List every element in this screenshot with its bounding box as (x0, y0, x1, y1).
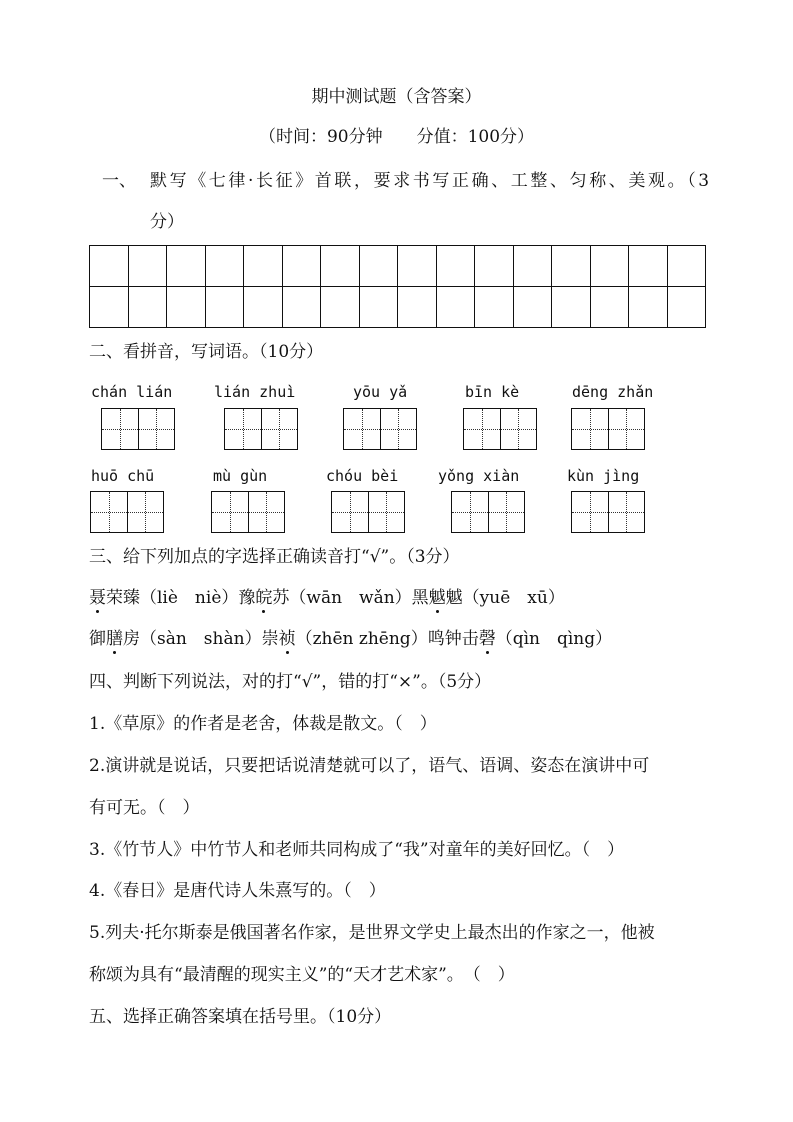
tianzi-cell[interactable] (380, 409, 417, 449)
tianzi-cell[interactable] (608, 409, 645, 449)
dotted-character: 祯 (278, 629, 296, 649)
grid-cell[interactable] (629, 246, 668, 287)
judgment-item: 称颂为具有“最清醒的现实主义”的“天才艺术家”。 （ ） (89, 965, 515, 985)
tianzi-cell[interactable] (488, 492, 525, 532)
tianzi-box[interactable] (90, 491, 164, 533)
section3-heading: 三、给下列加点的字选择正确读音打“√”。（3分） (89, 547, 460, 567)
grid-cell[interactable] (321, 246, 360, 287)
dotted-character: 魆 (428, 588, 446, 608)
tianzi-box[interactable] (463, 408, 537, 450)
tianzi-cell[interactable] (91, 492, 127, 532)
grid-cell[interactable] (282, 246, 321, 287)
tianzi-cell[interactable] (464, 409, 500, 449)
pinyin-choices[interactable]: 荣臻（liè niè） (106, 588, 239, 608)
section3-line2 (89, 629, 612, 649)
judgment-item: 5.列夫·托尔斯泰是俄国著名作家，是世界文学史上最杰出的作家之一，他被 (89, 923, 655, 943)
grid-cell[interactable] (475, 287, 514, 328)
judgment-item: 2.演讲就是说话，只要把话说清楚就可以了，语气、语调、姿态在演讲中可 (89, 756, 650, 776)
subtitle: （时间：90分钟 分值：100分） (258, 127, 535, 147)
tianzi-cell[interactable] (248, 492, 285, 532)
grid-cell[interactable] (359, 287, 398, 328)
pinyin-choices[interactable]: （qìn qìng） (495, 629, 613, 649)
tianzi-cell[interactable] (212, 492, 248, 532)
grid-cell[interactable] (667, 246, 706, 287)
word-prefix: 崇 (261, 629, 279, 649)
grid-cell[interactable] (398, 287, 437, 328)
grid-cell[interactable] (436, 246, 475, 287)
grid-cell[interactable] (552, 246, 591, 287)
grid-cell[interactable] (629, 287, 668, 328)
pinyin-label: kùn jìng (567, 467, 640, 485)
pinyin-label: chán lián (91, 383, 173, 401)
grid-cell[interactable] (128, 246, 167, 287)
section1-text: 默写《七律·长征》首联，要求书写正确、工整、匀称、美观。（3 (150, 171, 712, 191)
grid-cell[interactable] (244, 287, 283, 328)
grid-cell[interactable] (513, 246, 552, 287)
dotted-character: 聂 (89, 588, 106, 608)
tianzi-cell[interactable] (572, 492, 608, 532)
writing-grid[interactable] (89, 245, 706, 328)
pinyin-label: yǒng xiàn (438, 467, 520, 485)
grid-cell[interactable] (282, 287, 321, 328)
tianzi-cell[interactable] (572, 409, 608, 449)
tianzi-box[interactable] (571, 408, 645, 450)
section2-heading: 二、看拼音，写词语。（10分） (89, 342, 324, 362)
tianzi-cell[interactable] (608, 492, 645, 532)
tianzi-box[interactable] (571, 491, 645, 533)
word-prefix: 御 (89, 629, 106, 649)
section1-number: 一、 (102, 171, 136, 191)
pinyin-choices[interactable]: （zhēn zhēng） (295, 629, 428, 649)
dotted-character: 膳 (106, 629, 123, 649)
word-prefix: 黑 (411, 588, 429, 608)
pinyin-label: chóu bèi (326, 467, 399, 485)
dotted-character: 皖 (255, 588, 273, 608)
grid-cell[interactable] (667, 287, 706, 328)
pinyin-label: yōu yǎ (353, 383, 408, 401)
grid-cell[interactable] (436, 287, 475, 328)
tianzi-cell[interactable] (368, 492, 405, 532)
grid-cell[interactable] (167, 246, 206, 287)
grid-cell[interactable] (513, 287, 552, 328)
section3-line1 (89, 588, 565, 608)
tianzi-cell[interactable] (452, 492, 488, 532)
word-prefix: 豫 (238, 588, 256, 608)
tianzi-cell[interactable] (225, 409, 261, 449)
tianzi-cell[interactable] (344, 409, 380, 449)
grid-cell[interactable] (475, 246, 514, 287)
judgment-item: 1.《草原》的作者是老舍，体裁是散文。（ ） (89, 714, 437, 734)
dotted-character: 磬 (478, 629, 496, 649)
pinyin-choices[interactable]: 苏（wān wǎn） (272, 588, 412, 608)
tianzi-box[interactable] (331, 491, 405, 533)
grid-cell[interactable] (321, 287, 360, 328)
pinyin-choices[interactable]: 魆（yuē xū） (445, 588, 565, 608)
grid-cell[interactable] (244, 246, 283, 287)
word-prefix: 鸣钟击 (427, 629, 479, 649)
pinyin-label: bīn kè (465, 383, 520, 401)
section1-cont: 分） (150, 212, 184, 232)
tianzi-box[interactable] (211, 491, 285, 533)
judgment-item: 4.《春日》是唐代诗人朱熹写的。（ ） (89, 881, 386, 901)
pinyin-label: dēng zhǎn (572, 383, 654, 401)
tianzi-box[interactable] (343, 408, 417, 450)
judgment-item: 有可无。（ ） (89, 798, 200, 818)
grid-cell[interactable] (90, 246, 129, 287)
tianzi-box[interactable] (224, 408, 298, 450)
tianzi-box[interactable] (451, 491, 525, 533)
tianzi-cell[interactable] (102, 409, 138, 449)
grid-cell[interactable] (205, 287, 244, 328)
grid-cell[interactable] (552, 287, 591, 328)
tianzi-cell[interactable] (261, 409, 298, 449)
section5-heading: 五、选择正确答案填在括号里。（10分） (89, 1007, 392, 1027)
tianzi-cell[interactable] (500, 409, 537, 449)
page-title: 期中测试题（含答案） (311, 87, 482, 107)
grid-cell[interactable] (128, 287, 167, 328)
pinyin-label: huō chū (91, 467, 155, 485)
grid-cell[interactable] (90, 287, 129, 328)
grid-cell[interactable] (398, 246, 437, 287)
tianzi-cell[interactable] (127, 492, 164, 532)
grid-cell[interactable] (167, 287, 206, 328)
pinyin-label: mù gùn (213, 467, 268, 485)
pinyin-choices[interactable]: 房（sàn shàn） (123, 629, 262, 649)
tianzi-cell[interactable] (138, 409, 175, 449)
pinyin-label: lián zhuì (214, 383, 296, 401)
tianzi-cell[interactable] (332, 492, 368, 532)
grid-cell[interactable] (359, 246, 398, 287)
judgment-item: 3.《竹节人》中竹节人和老师共同构成了“我”对童年的美好回忆。（ ） (89, 840, 625, 860)
grid-cell[interactable] (205, 246, 244, 287)
grid-cell[interactable] (590, 287, 629, 328)
grid-cell[interactable] (590, 246, 629, 287)
section4-heading: 四、判断下列说法，对的打“√”，错的打“×”。（5分） (89, 672, 492, 692)
tianzi-box[interactable] (101, 408, 175, 450)
